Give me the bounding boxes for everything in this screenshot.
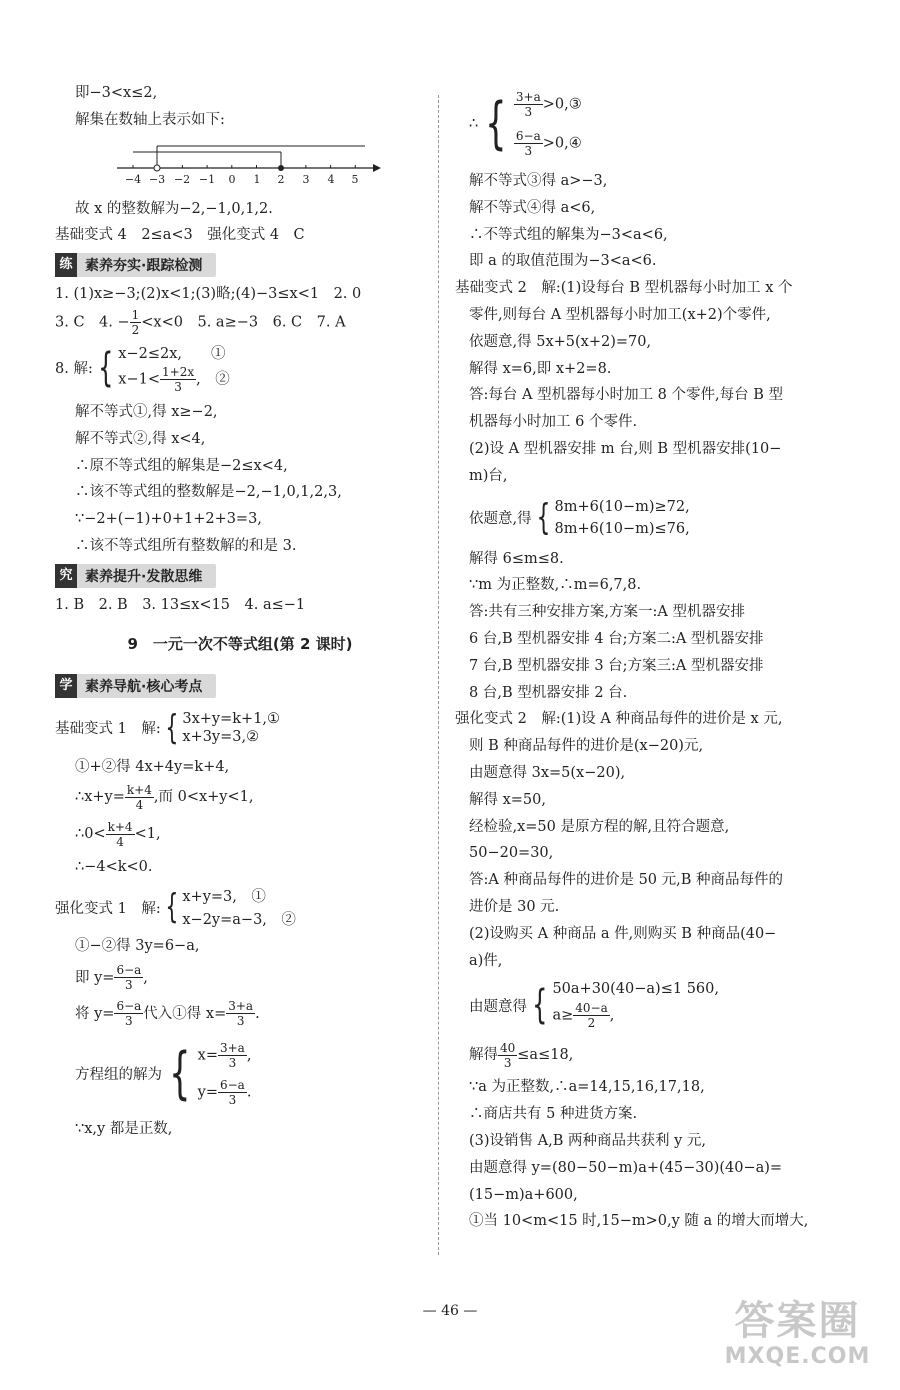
text-line: 即 a 的取值范围为−3<a<6. — [469, 253, 657, 270]
text-line: 解集在数轴上表示如下: — [75, 111, 225, 128]
fraction — [514, 90, 543, 119]
fraction — [498, 1041, 517, 1070]
text-line: 解不等式①,得 x≥−2, — [75, 403, 218, 420]
text-line: 解不等式④得 a<6, — [469, 199, 596, 216]
fraction — [514, 129, 543, 158]
text-span: . — [255, 1005, 260, 1022]
text-line: ∴−4<k<0. — [75, 859, 153, 876]
system-rows — [555, 494, 690, 542]
text-line: ∴商店共有 5 种进货方案. — [469, 1106, 638, 1123]
text-span: ∴0< — [75, 826, 106, 843]
section-header-learn — [55, 674, 216, 698]
text-span: 代入①得 x= — [143, 1005, 227, 1022]
text-line — [55, 308, 425, 337]
system-row — [118, 365, 229, 394]
text-line — [55, 996, 425, 1032]
text-span: , — [143, 969, 148, 986]
text-line: (15−m)a+600, — [469, 1186, 578, 1203]
page-number: — 46 — — [422, 1303, 478, 1319]
system-row — [514, 129, 582, 158]
text-line: 由题意得 3x=5(x−20), — [469, 764, 626, 781]
section-badge: 练 — [55, 253, 77, 277]
tick-label: 5 — [351, 172, 359, 186]
brace-icon: { — [532, 982, 548, 1029]
tick-label: 3 — [302, 172, 310, 186]
text-line: ∴原不等式组的解集是−2≤x<4, — [75, 457, 288, 474]
numerator: 1+2x — [162, 364, 195, 379]
text-line: 故 x 的整数解为−2,−1,0,1,2. — [75, 200, 273, 217]
text-span: x−1< — [118, 371, 160, 388]
system-row: x−2y=a−3, ② — [182, 912, 296, 929]
system-brace-group — [532, 494, 690, 542]
text-line: 零件,则每台 A 型机器每小时加工(x+2)个零件, — [469, 306, 771, 323]
system-brace-group — [478, 84, 581, 164]
text-span: ,而 0<x+y<1, — [153, 789, 254, 806]
system-rows — [182, 885, 296, 929]
inequality-system — [455, 974, 855, 1036]
text-line: ∵x,y 都是正数, — [75, 1120, 173, 1137]
text-line: 1. (1)x≥−3;(2)x<1;(3)略;(4)−3≤x<1 2. 0 — [55, 286, 362, 303]
text-line: 强化变式 2 解:(1)设 A 种商品每件的进价是 x 元, — [455, 711, 783, 728]
text-line: 8 台,B 型机器安排 2 台. — [469, 684, 628, 701]
tick-label: 2 — [277, 172, 285, 186]
system-label: 基础变式 1 解: — [55, 721, 161, 738]
system-row: 8m+6(10−m)≥72, — [554, 498, 690, 515]
tick-label: 1 — [253, 172, 261, 186]
system-brace-group — [162, 1036, 251, 1112]
section-badge: 学 — [55, 674, 77, 698]
system-rows — [182, 706, 280, 750]
solution-system — [55, 1032, 425, 1116]
text-line — [55, 814, 425, 854]
text-line: ∴该不等式组所有整数解的和是 3. — [75, 537, 297, 554]
text-span: . — [246, 1084, 252, 1101]
system-label: 方程组的解为 — [75, 1067, 162, 1084]
denominator: 3 — [524, 105, 533, 119]
text-line: m)台, — [469, 467, 508, 484]
system-row — [198, 1078, 252, 1107]
numerator: 6−a — [515, 129, 541, 143]
brace-icon: { — [165, 887, 179, 928]
system-brace-group — [161, 885, 296, 929]
numerator: k+4 — [107, 819, 133, 834]
numerator: 40 — [500, 1040, 516, 1055]
system-row: 3x+y=k+1,① — [182, 710, 281, 727]
text-line: 解不等式②,得 x<4, — [75, 430, 206, 447]
text-line: 依题意,得 5x+5(x+2)=70, — [469, 333, 652, 350]
denominator: 3 — [228, 1055, 237, 1070]
text-line: (2)设购买 A 种商品 a 件,则购买 B 种商品(40− — [469, 925, 777, 942]
brace-icon: { — [97, 344, 114, 391]
numerator: 1 — [131, 307, 140, 322]
section-badge: 究 — [55, 564, 77, 588]
denominator: 3 — [125, 978, 133, 993]
numerator: 6−a — [219, 1077, 245, 1092]
text-line: 50−20=30, — [469, 845, 554, 862]
text-line: (3)设销售 A,B 两种商品共获利 y 元, — [469, 1132, 707, 1149]
fraction — [160, 365, 196, 394]
text-line: 即−3<x≤2, — [75, 85, 158, 101]
brace-icon: { — [165, 707, 179, 748]
tick-label: −3 — [148, 172, 166, 186]
text-line: 基础变式 4 2≤a<3 强化变式 4 C — [55, 227, 305, 244]
text-line: 则 B 种商品每件的进价是(x−20)元, — [469, 738, 704, 755]
equation-system — [55, 881, 425, 933]
text-span: <x<0 5. a≥−3 6. C 7. A — [141, 314, 346, 331]
text-span: x= — [197, 1047, 218, 1064]
system-rows — [514, 84, 582, 164]
left-column — [55, 80, 425, 1143]
system-label: 强化变式 1 解: — [55, 900, 161, 917]
system-row: x+y=3, ① — [182, 889, 266, 906]
section-header-practice — [55, 253, 216, 277]
tick-label: −1 — [198, 172, 216, 186]
text-line: ①+②得 4x+4y=k+4, — [75, 758, 230, 775]
system-brace-group — [93, 341, 230, 395]
watermark-logo — [710, 1298, 885, 1378]
text-line: 7 台,B 型机器安排 3 台;方案三:A 型机器安排 — [469, 657, 764, 674]
text-span: >0,③ — [542, 96, 582, 113]
text-line: ∵a 为正整数,∴a=14,15,16,17,18, — [469, 1079, 705, 1096]
inequality-system — [455, 80, 855, 168]
numerator: 6−a — [116, 963, 142, 978]
numerator: k+4 — [126, 782, 152, 797]
fraction — [573, 1001, 609, 1030]
numerator: 40−a — [575, 1000, 608, 1015]
text-span: >0,④ — [542, 135, 582, 152]
denominator: 3 — [174, 379, 182, 394]
text-line: 由题意得 y=(80−50−m)a+(45−30)(40−a)= — [469, 1159, 783, 1176]
system-row: 50a+30(40−a)≤1 560, — [552, 980, 719, 997]
text-span: , — [609, 1007, 615, 1024]
brace-icon: { — [536, 496, 550, 538]
system-label: ∴ — [469, 116, 479, 132]
text-line — [55, 960, 425, 996]
text-line: ∵−2+(−1)+0+1+2+3=3, — [75, 511, 262, 528]
numerator: 3+a — [219, 1040, 245, 1055]
text-line: 解得 6≤m≤8. — [469, 550, 564, 567]
system-row: x+3y=3,② — [182, 728, 260, 745]
text-line: ∴该不等式组的整数解是−2,−1,0,1,2,3, — [75, 484, 342, 501]
text-line: 6 台,B 型机器安排 4 台;方案二:A 型机器安排 — [469, 630, 764, 647]
watermark-top-text: 答案圈 — [734, 1298, 861, 1344]
text-line: 进价是 30 元. — [469, 898, 560, 915]
text-line: 答:每台 A 型机器每小时加工 8 个零件,每台 B 型 — [469, 387, 783, 404]
equation-system — [55, 702, 425, 754]
number-line — [115, 138, 425, 192]
denominator: 3 — [125, 1014, 133, 1029]
text-line: 经检验,x=50 是原方程的解,且符合题意, — [469, 818, 730, 835]
tick-label: −2 — [173, 172, 191, 186]
text-line: ①当 10<m<15 时,15−m>0,y 随 a 的增大而增大, — [469, 1213, 809, 1230]
text-span: 3. C 4. − — [55, 314, 130, 331]
fraction — [114, 999, 143, 1028]
fraction — [218, 1078, 247, 1107]
text-line — [55, 780, 425, 814]
system-brace-group — [161, 706, 280, 750]
system-row — [198, 1041, 252, 1070]
denominator: 3 — [236, 1014, 245, 1029]
denominator: 3 — [228, 1092, 237, 1107]
denominator: 2 — [131, 322, 140, 337]
brace-icon: { — [485, 91, 507, 156]
watermark-bottom-text: MXQE.COM — [724, 1344, 871, 1369]
denominator: 4 — [116, 834, 124, 849]
fraction — [226, 999, 255, 1028]
text-span: y= — [197, 1084, 218, 1101]
text-line: 基础变式 2 解:(1)设每台 B 型机器每小时加工 x 个 — [455, 280, 793, 297]
inequality-system — [55, 337, 425, 399]
text-span: 将 y= — [75, 1005, 115, 1022]
system-label: 8. 解: — [55, 361, 93, 378]
system-row: 8m+6(10−m)≤76, — [554, 520, 690, 537]
text-span: , ② — [196, 371, 230, 388]
system-rows — [552, 978, 719, 1032]
section-header-explore — [55, 564, 216, 588]
system-row — [552, 1001, 719, 1030]
numerator: 3+a — [515, 90, 541, 104]
text-line: 解得 x=50, — [469, 791, 546, 808]
system-label: 依题意,得 — [469, 511, 532, 528]
system-rows — [118, 341, 229, 395]
section-title: 素养提升·发散思维 — [85, 568, 203, 585]
section-title: 素养夯实·跟踪检测 — [85, 258, 203, 275]
fraction — [218, 1041, 247, 1070]
text-line: ∴不等式组的解集为−3<a<6, — [469, 226, 668, 243]
text-line — [455, 1036, 855, 1074]
text-line: 解得 x=6,即 x+2=8. — [469, 360, 612, 377]
text-line: 答:共有三种安排方案,方案一:A 型机器安排 — [469, 604, 745, 621]
numerator: 3+a — [228, 999, 254, 1014]
text-span: ∴x+y= — [75, 789, 125, 806]
text-span: ≤a≤18, — [517, 1047, 574, 1064]
denominator: 4 — [135, 797, 144, 812]
tick-label: 4 — [327, 172, 335, 186]
inequality-system — [455, 490, 855, 546]
text-span: , — [246, 1047, 252, 1064]
text-span: 解得 — [469, 1047, 498, 1064]
text-line: a)件, — [469, 952, 503, 969]
system-label: 由题意得 — [469, 998, 527, 1015]
text-line: (2)设 A 型机器安排 m 台,则 B 型机器安排(10− — [469, 440, 782, 457]
denominator: 2 — [587, 1015, 596, 1030]
text-line: ①−②得 3y=6−a, — [75, 938, 200, 955]
text-line: 答:A 种商品每件的进价是 50 元,B 种商品每件的 — [469, 872, 784, 889]
column-divider — [438, 95, 439, 1255]
text-span: a≥ — [552, 1007, 574, 1024]
system-brace-group — [527, 978, 719, 1032]
fraction — [130, 308, 142, 337]
system-row: x−2≤2x, ① — [118, 345, 226, 362]
system-row — [514, 90, 582, 119]
text-line: 机器每小时加工 6 个零件. — [469, 414, 638, 431]
denominator: 3 — [524, 144, 533, 158]
brace-icon: { — [169, 1040, 191, 1106]
right-column — [455, 80, 855, 1235]
tick-label: 0 — [228, 172, 236, 186]
text-line: ∵m 为正整数,∴m=6,7,8. — [469, 577, 642, 594]
fraction — [106, 820, 135, 849]
fraction — [125, 783, 154, 812]
text-span: 即 y= — [75, 969, 115, 986]
numerator: 6−a — [116, 999, 142, 1014]
tick-label: −4 — [124, 172, 142, 186]
fraction — [114, 963, 143, 992]
denominator: 3 — [503, 1055, 512, 1070]
text-span: <1, — [134, 826, 161, 843]
system-rows — [198, 1036, 252, 1112]
text-line: 解不等式③得 a>−3, — [469, 173, 608, 189]
section-title: 素养导航·核心考点 — [85, 678, 203, 695]
lesson-title: 9 一元一次不等式组(第 2 课时) — [127, 634, 353, 653]
text-line: 1. B 2. B 3. 13≤x<15 4. a≤−1 — [55, 596, 306, 613]
